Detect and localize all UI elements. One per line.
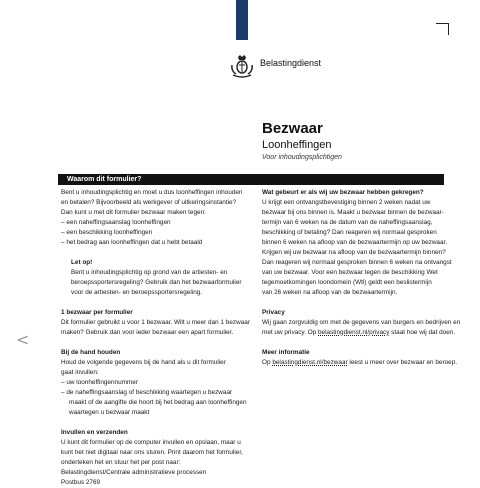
- audience-note: Voor inhoudingsplichtigen: [262, 154, 342, 161]
- left-column: [61, 188, 250, 488]
- paragraph-line: beschikking of betaling? Dan reageren wij normaal gesproken: [262, 229, 437, 236]
- callout-line: Bent u inhoudingsplichtig op grond van de artiesten- en: [71, 269, 228, 276]
- logo-bar: [236, 0, 248, 40]
- list-item: – een beschikking loonheffingen: [61, 229, 153, 236]
- paragraph-line: Krijgen wij uw bezwaar na afloop van de bezwaartermijn binnen?: [262, 249, 446, 256]
- callout-line: voor de artiesten- en beroepssportersregeling.: [71, 289, 203, 296]
- callout-title: Let op!: [71, 259, 93, 266]
- list-item-continuation: waartegen u bezwaar maakt: [69, 409, 150, 416]
- text: staat hoe wij dat doen.: [389, 329, 456, 336]
- paragraph-line: onderteken het en stuur het per post naar:: [61, 459, 181, 466]
- heading-after-receipt: Wat gebeurt er als wij uw bezwaar hebben gekregen?: [262, 189, 424, 196]
- intro-line: Bent u inhoudingsplichtig en moet u dus loonheffingen inhouden: [61, 189, 243, 196]
- right-column: [262, 188, 461, 368]
- paragraph-line: kunt het niet digitaal naar ons sturen. Print daarom het formulier,: [61, 449, 243, 456]
- heading-privacy: Privacy: [262, 309, 285, 316]
- paragraph-line: gaat invullen:: [61, 369, 99, 376]
- intro-line: en betalen? Bijvoorbeeld als werkgever of uitkeringsinstantie?: [61, 199, 237, 206]
- paragraph-line: U krijgt een ontvangstbevestiging binnen 2 weken nadat uw: [262, 199, 431, 206]
- brand-name: Belastingdienst: [260, 58, 322, 68]
- paragraph-line: [262, 328, 456, 338]
- paragraph-line: tegemoetkomingen loondomein (Wtl) geldt een beslistermijn: [262, 279, 432, 286]
- paragraph-line: Dan reageren wij normaal gesproken binnen 6 weken na ontvangst: [262, 259, 452, 266]
- heading-one-per-form: 1 bezwaar per formulier: [61, 309, 133, 316]
- paragraph-line: bezwaar bij ons binnen is. Maakt u bezwaar binnen de bezwaar-: [262, 209, 444, 216]
- heading-fill-send: Invullen en verzenden: [61, 429, 128, 436]
- paragraph-line: van uw bezwaar. Voor een bezwaar tegen de beschikking Wet: [262, 269, 438, 276]
- paragraph-line: van 26 weken na afloop van de bezwaartermijn.: [262, 289, 398, 296]
- paragraph-line: maken? Gebruik dan voor ieder bezwaar een apart formulier.: [61, 329, 234, 336]
- list-item-continuation: maakt of de aangifte die hoort bij het bedrag aan loonheffingen: [69, 399, 247, 406]
- paragraph-line: Belastingdienst/Centrale administratieve processen: [61, 469, 207, 476]
- list-item: – uw loonheffingennummer: [61, 379, 138, 386]
- paragraph-line: [262, 358, 458, 368]
- paragraph-line: termijn van 6 weken na de datum van de naheffingsaanslag,: [262, 219, 433, 226]
- paragraph-line: Dit formulier gebruikt u voor 1 bezwaar. Wilt u meer dan 1 bezwaar: [61, 319, 250, 326]
- paragraph-line: Postbus 2769: [61, 479, 101, 486]
- list-item: – de naheffingsaanslag of beschikking waartegen u bezwaar: [61, 389, 233, 396]
- text: leest u meer over bezwaar en beroep.: [347, 359, 458, 366]
- paragraph-line: binnen 6 weken na afloop van de bezwaartermijn op uw bezwaar.: [262, 239, 448, 246]
- heading-more-info: Meer informatie: [262, 349, 310, 356]
- bezwaar-link[interactable]: belastingdienst.nl/bezwaar: [272, 359, 348, 366]
- royal-crest-icon: [229, 53, 255, 79]
- page-title: Bezwaar: [262, 120, 323, 137]
- list-item: – het bedrag aan loonheffingen dat u hebt betaald: [61, 239, 203, 246]
- text: Op: [262, 359, 273, 366]
- section-title: Waarom dit formulier?: [67, 176, 142, 183]
- page-subtitle: Loonheffingen: [262, 139, 332, 151]
- paragraph-line: Wij gaan zorgvuldig om met de gegevens van burgers en bedrijven en: [262, 319, 461, 326]
- text: met uw privacy. Op: [262, 329, 318, 336]
- callout-line: beroepssportersregeling? Gebruik dan het bezwaarformulier: [71, 279, 242, 286]
- corner-mark-icon: [436, 23, 449, 35]
- callout-box: [61, 258, 241, 298]
- paragraph-line: Houd de volgende gegevens bij de hand als u dit formulier: [61, 359, 226, 366]
- privacy-link[interactable]: belastingdienst.nl/privacy: [318, 329, 390, 336]
- list-item: – een naheffingsaanslag loonheffingen: [61, 219, 171, 226]
- paragraph-line: U kunt dit formulier op de computer invullen en opslaan, maar u: [61, 439, 241, 446]
- chevron-left-icon[interactable]: <: [16, 330, 30, 349]
- heading-at-hand: Bij de hand houden: [61, 349, 121, 356]
- intro-line: Dan kunt u met dit formulier bezwaar maken tegen:: [61, 209, 206, 216]
